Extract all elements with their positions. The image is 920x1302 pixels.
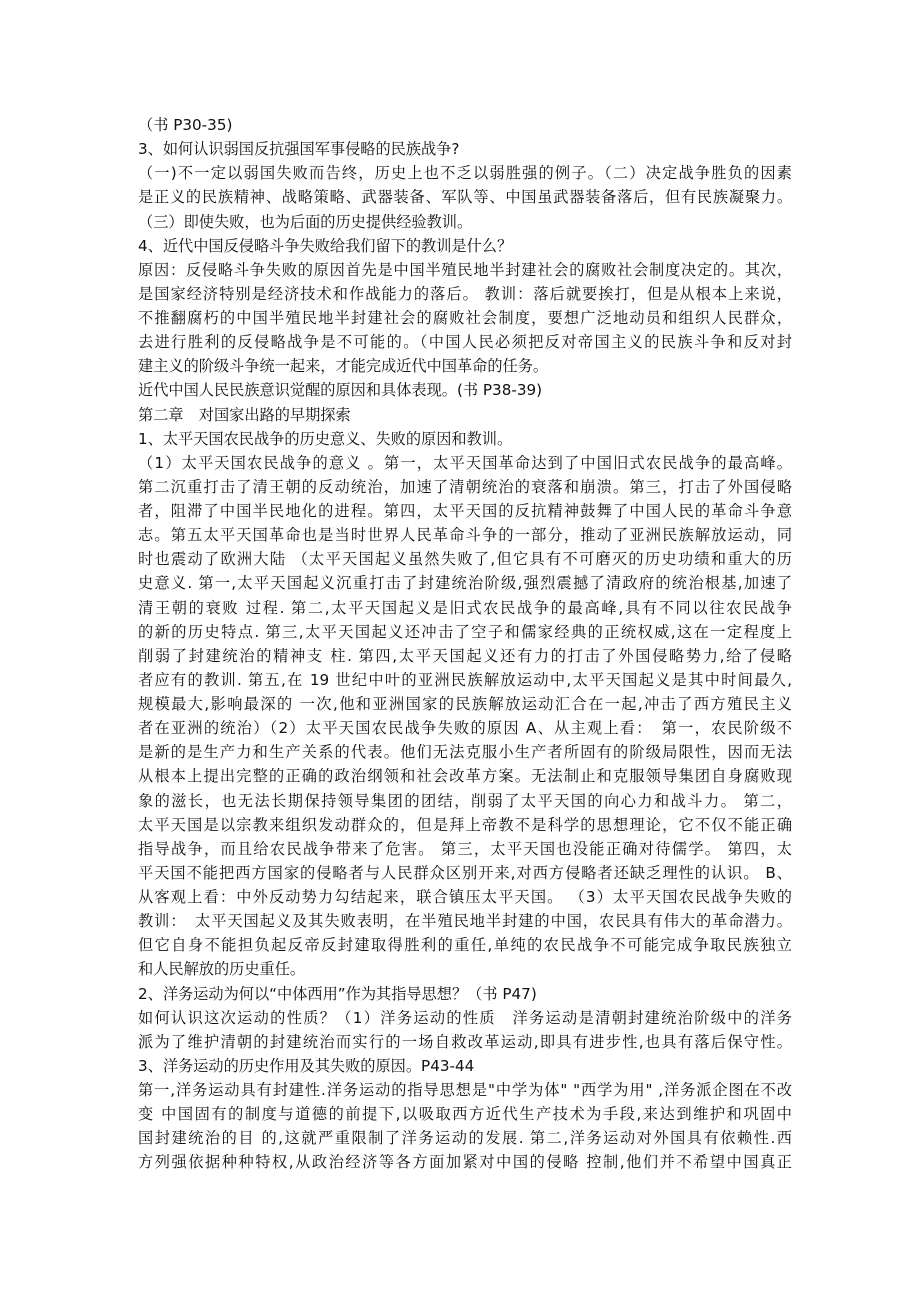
text-line: （三）即使失败，也为后面的历史提供经验教训。 bbox=[138, 212, 473, 231]
text-line: 2、洋务运动为何以“中体西用”作为其指导思想？（书 P47) bbox=[138, 984, 537, 1003]
text-line: 的新的历史特点. 第三,太平天国起义还冲击了空子和儒家经典的正统权威,这在一定程度上 bbox=[138, 622, 792, 641]
text-line: 国封建统治的目 的,这就严重限制了洋务运动的发展. 第二,洋务运动对外国具有依赖性.西 bbox=[138, 1129, 792, 1148]
text-line: 从根本上提出完整的正确的政治纲领和社会改革方案。无法制止和克服领导集团自身腐败现 bbox=[138, 767, 792, 786]
text-line: 是新的是生产力和生产关系的代表。他们无法克服小生产者所固有的阶级局限性，因而无法 bbox=[138, 743, 792, 762]
text-line: 3、如何认识弱国反抗强国军事侵略的民族战争? bbox=[138, 140, 460, 159]
text-line: （书 P30-35) bbox=[138, 116, 233, 134]
text-line: 方列强依据种种特权,从政治经济等各方面加紧对中国的侵略 控制,他们并不希望中国真正 bbox=[138, 1153, 792, 1172]
text-line: 和人民解放的历史重任。 bbox=[138, 960, 306, 979]
text-line: 如何认识这次运动的性质？（1）洋务运动的性质 洋务运动是清朝封建统治阶级中的洋务 bbox=[138, 1008, 792, 1027]
text-line: 史意义. 第一,太平天国起义沉重打击了封建统治阶级,强烈震撼了清政府的统治根基,加速了 bbox=[138, 574, 792, 593]
text-line: 从客观上看：中外反动势力勾结起来，联合镇压太平天国。 （3）太平天国农民战争失败的 bbox=[138, 888, 792, 906]
text-line: 教训： 太平天国起义及其失败表明，在半殖民地半封建的中国，农民具有伟大的革命潜力。 bbox=[138, 912, 792, 931]
text-line: 派为了维护清朝的封建统治而实行的一场自救改革运动,即具有进步性,也具有落后保守性。 bbox=[138, 1032, 792, 1051]
text-line: 象的滋长，也无法长期保持领导集团的团结，削弱了太平天国的向心力和战斗力。 第二， bbox=[138, 791, 792, 810]
text-line: 时也震动了欧洲大陆 （太平天国起义虽然失败了,但它具有不可磨灭的历史功绩和重大的历 bbox=[138, 550, 792, 569]
text-line: （1）太平天国农民战争的意义 。第一，太平天国革命达到了中国旧式农民战争的最高峰。 bbox=[138, 453, 792, 472]
text-line: 近代中国人民民族意识觉醒的原因和具体表现。(书 P38-39) bbox=[138, 381, 543, 400]
text-line: 但它自身不能担负起反帝反封建取得胜利的重任,单纯的农民战争不可能完成争取民族独立 bbox=[138, 936, 792, 955]
text-line: 太平天国是以宗教来组织发动群众的，但是拜上帝教不是科学的思想理论，它不仅不能正确 bbox=[138, 815, 792, 834]
text-line: （一)不一定以弱国失败而告终，历史上也不乏以弱胜强的例子。（二）决定战争胜负的因素 bbox=[138, 164, 792, 183]
text-line: 志。第五太平天国革命也是当时世界人民革命斗争的一部分，推动了亚洲民族解放运动，同 bbox=[138, 526, 792, 545]
text-line: 削弱了封建统治的精神支 柱. 第四,太平天国起义还有力的打击了外国侵略势力,给了侵略 bbox=[138, 646, 792, 665]
text-line: 指导战争，而且给农民战争带来了危害。 第三，太平天国也没能正确对待儒学。 第四，太 bbox=[138, 839, 792, 858]
text-line: 者应有的教训. 第五,在 19 世纪中叶的亚洲民族解放运动中,太平天国起义是其中时间最久, bbox=[138, 670, 792, 689]
text-line: 去进行胜利的反侵略战争是不可能的。（中国人民必须把反对帝国主义的民族斗争和反对封 bbox=[138, 333, 792, 352]
text-line: 者在亚洲的统治）（2）太平天国农民战争失败的原因 A、从主观上看： 第一，农民阶级不 bbox=[138, 719, 792, 738]
text-line: 第二沉重打击了清王朝的反动统治，加速了清朝统治的衰落和崩溃。第三，打击了外国侵略 bbox=[138, 477, 792, 496]
text-line: 规模最大,影响最深的 一次,他和亚洲国家的民族解放运动汇合在一起,冲击了西方殖民主义 bbox=[138, 695, 792, 713]
text-line: 平天国不能把西方国家的侵略者与人民群众区别开来,对西方侵略者还缺乏理性的认识。 B、 bbox=[138, 863, 792, 882]
text-line: 是正义的民族精神、战略策略、武器装备、军队等、中国虽武器装备落后，但有民族凝聚力。 bbox=[138, 188, 792, 207]
text-line: 清王朝的衰败 过程. 第二,太平天国起义是旧式农民战争的最高峰,具有不同以往农民战争 bbox=[138, 598, 792, 617]
text-line: 第一,洋务运动具有封建性.洋务运动的指导思想是"中学为体" "西学为用" ,洋务派企图在不改 bbox=[138, 1081, 792, 1099]
text-line: 者，阻滞了中国半民地化的进程。第四，太平天国的反抗精神鼓舞了中国人民的革命斗争意 bbox=[138, 502, 792, 520]
text-line: 变 中国固有的制度与道德的前提下,以吸取西方近代生产技术为手段,来达到维护和巩固中 bbox=[138, 1105, 792, 1124]
text-line: 是国家经济特别是经济技术和作战能力的落后。 教训：落后就要挨打，但是从根本上来说， bbox=[138, 284, 792, 303]
text-line: 4、近代中国反侵略斗争失败给我们留下的教训是什么？ bbox=[138, 236, 513, 255]
text-line: 第二章 对国家出路的早期探索 bbox=[138, 405, 351, 424]
text-line: 原因：反侵略斗争失败的原因首先是中国半殖民地半封建社会的腐败社会制度决定的。其次， bbox=[138, 260, 792, 279]
text-line: 3、洋务运动的历史作用及其失败的原因。P43-44 bbox=[138, 1056, 475, 1075]
text-line: 不推翻腐朽的中国半殖民地半封建社会的腐败社会制度，要想广泛地动员和组织人民群众， bbox=[138, 309, 792, 327]
text-line: 建主义的阶级斗争统一起来，才能完成近代中国革命的任务。 bbox=[138, 357, 549, 376]
text-line: 1、太平天国农民战争的历史意义、失败的原因和教训。 bbox=[138, 429, 513, 448]
document-page bbox=[138, 113, 792, 1175]
